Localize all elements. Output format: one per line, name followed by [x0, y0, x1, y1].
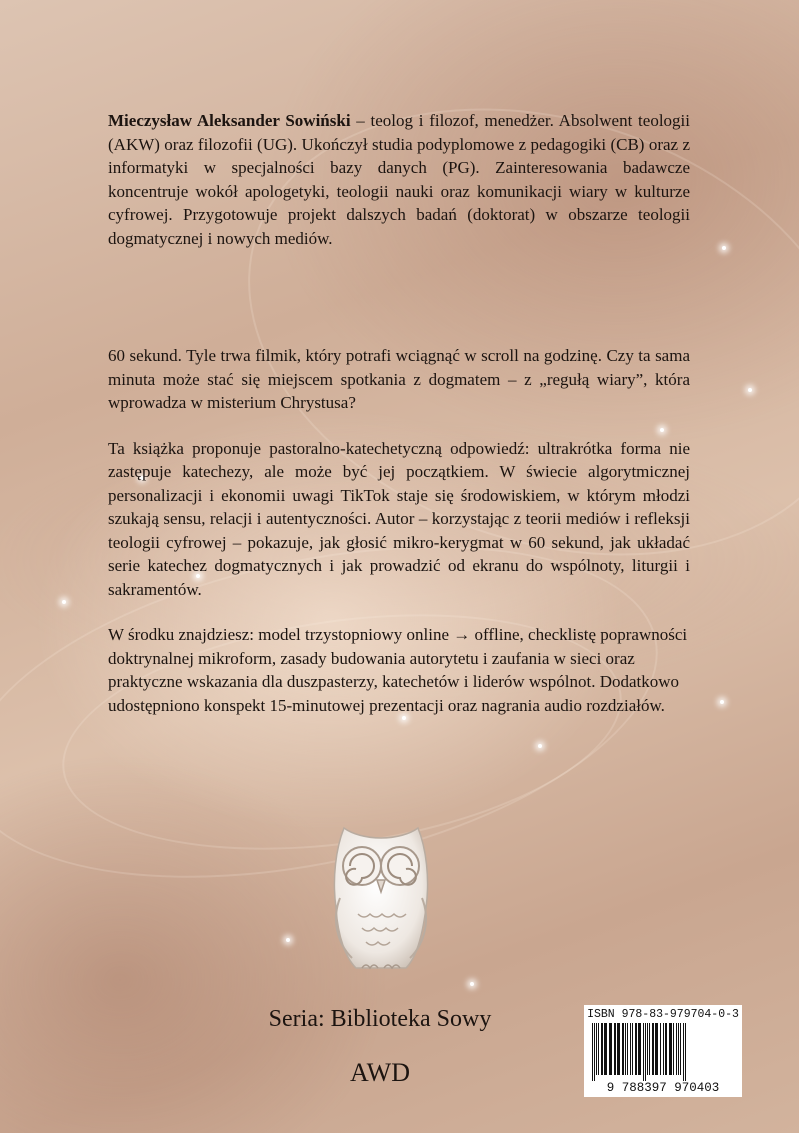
barcode-bar	[676, 1023, 677, 1075]
series-title: Seria: Biblioteka Sowy	[268, 1006, 492, 1032]
barcode-bar	[630, 1023, 631, 1075]
sparkle	[722, 246, 726, 250]
barcode-bar	[622, 1023, 624, 1075]
barcode-bar	[683, 1023, 684, 1083]
barcode-bar	[609, 1023, 612, 1075]
barcode-bar	[625, 1023, 626, 1075]
publisher-name: AWD	[349, 1058, 410, 1087]
sparkle	[470, 982, 474, 986]
barcode-bar	[604, 1023, 607, 1075]
sparkle	[538, 744, 542, 748]
barcode-bars	[590, 1023, 736, 1083]
sparkle	[62, 600, 66, 604]
author-bio	[108, 109, 690, 250]
sparkle	[286, 938, 290, 942]
barcode-bar	[638, 1023, 641, 1075]
barcode-digits: 9 788397 970403	[584, 1081, 742, 1095]
barcode-bar	[601, 1023, 603, 1075]
description-paragraph-2: Ta książka proponuje pastoralno-katechetyczną odpowiedź: ultrakrótka forma nie zastępuje katechezy, ale może być jej początkiem. W świecie algorytmicznej personalizacji i ekonomii uwagi TikTok staje się środowiskiem, w którym młodzi szukają sensu, relacji i autentyczności. Autor – korzystając z teorii mediów i refleksji teologii cyfrowej – pokazuje, jak głosić mikro-kerygmat w 60 sekund, jak układać serie katechez dogmatycznych i jak prowadzić od ekranu do wspólnoty, liturgii i sakramentów.	[108, 438, 690, 599]
barcode-bar	[685, 1023, 686, 1083]
barcode-bar	[645, 1023, 646, 1083]
barcode-bar	[632, 1023, 633, 1075]
barcode-bar	[665, 1023, 667, 1075]
sparkle	[720, 700, 724, 704]
barcode-bar	[614, 1023, 616, 1075]
description-paragraph-3: W środku znajdziesz: model trzystopniowy online → offline, checklistę poprawności doktrynalnej mikroform, zasady budowania autorytetu i zaufania w sieci oraz praktyczne wskazania dla duszpasterzy, katechetów i liderów wspólnot. Dodatkowo udostępniono konspekt 15-minutowej prezentacji oraz nagrania audio rozdziałów.	[108, 625, 688, 715]
barcode-bar	[660, 1023, 661, 1075]
author-name: Mieczysław Aleksander Sowiński	[108, 111, 351, 130]
description-paragraph-1: 60 sekund. Tyle trwa filmik, który potrafi wciągnąć w scroll na godzinę. Czy ta sama minuta może stać się miejscem spotkania z dogmatem – z „regułą wiary”, która wprowadza w misterium Chrystusa?	[108, 346, 690, 412]
barcode-bar	[673, 1023, 674, 1075]
barcode-bar	[596, 1023, 597, 1075]
barcode-bar	[663, 1023, 664, 1075]
barcode-bar	[617, 1023, 620, 1075]
barcode-bar	[669, 1023, 672, 1075]
barcode-bar	[649, 1023, 650, 1075]
barcode-bar	[655, 1023, 658, 1075]
owl-figurine-image	[322, 818, 440, 978]
barcode-bar	[652, 1023, 654, 1075]
barcode-bar	[598, 1023, 599, 1075]
book-description	[108, 344, 690, 739]
barcode-bar	[635, 1023, 637, 1075]
author-bio-text: – teolog i filozof, menedżer. Absolwent teologii (AKW) oraz filozofii (UG). Ukończył studia podyplomowe z pedagogiki (CB) oraz z informatyki w specjalności bazy danych (PG). Zainteresowania badawcze koncentruje wokół apologetyki, teologii nauki oraz komunikacji wiary w kulturze cyfrowej. Przygotowuje projekt dalszych badań (doktorat) w obszarze teologii dogmatycznej i nowych mediów.	[108, 111, 690, 248]
barcode-bar	[678, 1023, 679, 1075]
barcode-bar	[592, 1023, 593, 1083]
barcode-bar	[627, 1023, 628, 1075]
isbn-label: ISBN 978-83-979704-0-3	[587, 1008, 739, 1021]
barcode-bar	[647, 1023, 648, 1075]
barcode-bar	[643, 1023, 644, 1083]
barcode-bar	[680, 1023, 681, 1075]
isbn-barcode	[584, 1005, 742, 1097]
sparkle	[748, 388, 752, 392]
barcode-bar	[594, 1023, 595, 1083]
